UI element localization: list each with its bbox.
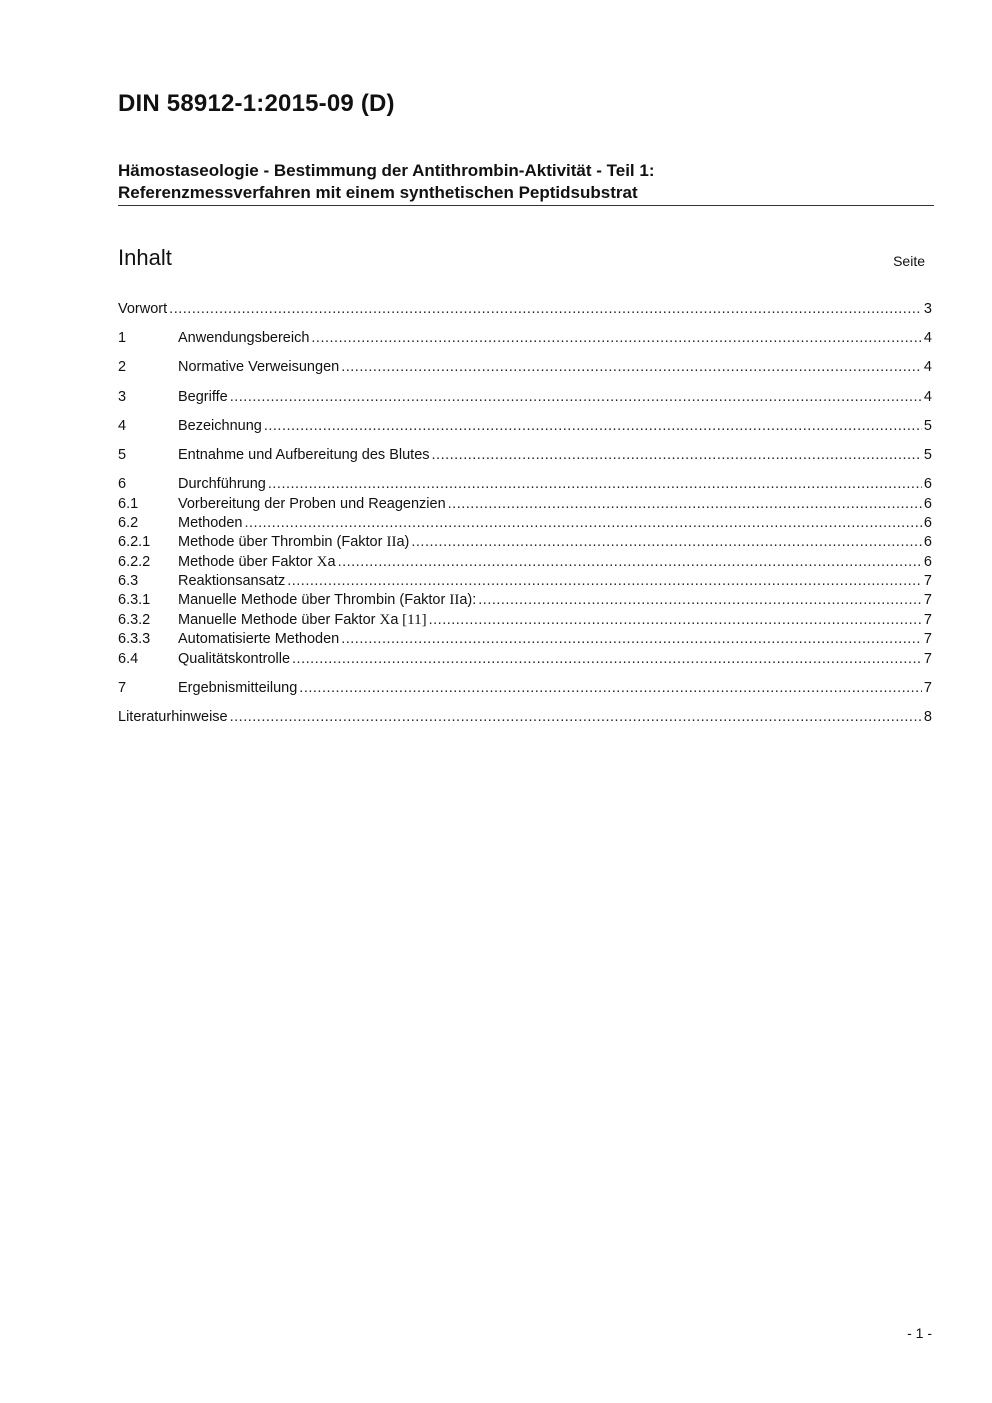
toc-entry-title-suffix: a xyxy=(327,553,336,570)
toc-entry-title-text: Methode über Faktor xyxy=(178,553,317,570)
toc-entry-page: 6 xyxy=(923,553,932,570)
toc-entry-title xyxy=(178,611,427,630)
toc-entry-number: 2 xyxy=(118,359,127,376)
toc-entry-page: 7 xyxy=(923,573,932,590)
toc-entry-6-3[interactable] xyxy=(118,572,932,591)
toc-leader-dots xyxy=(264,417,922,436)
toc-entry-6-2-1[interactable] xyxy=(118,533,932,552)
toc-entry-6-2-2[interactable] xyxy=(118,553,932,572)
toc-entry-2[interactable] xyxy=(118,358,932,377)
toc-leader-dots xyxy=(287,572,922,591)
toc-entry-number: 6.1 xyxy=(118,495,139,512)
page-number: - 1 - xyxy=(907,1325,932,1341)
toc-leader-dots xyxy=(411,533,922,552)
toc-entry-title: Begriffe xyxy=(178,388,228,405)
toc-entry-page: 4 xyxy=(923,388,932,405)
toc-entry-title xyxy=(178,553,336,572)
toc-entry-6-3-3[interactable] xyxy=(118,630,932,649)
toc-entry-vorwort[interactable] xyxy=(118,300,932,319)
toc-entry-title xyxy=(178,591,476,610)
toc-entry-7[interactable] xyxy=(118,679,932,698)
toc-entry-page: 3 xyxy=(923,301,932,317)
document-title-line-2: Referenzmessverfahren mit einem synthetischen Peptidsubstrat xyxy=(118,183,638,202)
roman-numeral-symbol: II xyxy=(449,592,460,609)
toc-entry-page: 7 xyxy=(923,592,932,609)
toc-entry-title: Literaturhinweise xyxy=(118,709,228,726)
toc-leader-dots xyxy=(299,679,922,698)
roman-numeral-symbol: X xyxy=(316,553,328,570)
toc-entry-6[interactable] xyxy=(118,475,932,494)
toc-entry-number: 7 xyxy=(118,679,127,696)
toc-entry-literaturhinweise[interactable] xyxy=(118,708,932,727)
toc-entry-title: Durchführung xyxy=(178,476,266,493)
toc-entry-page: 5 xyxy=(923,417,932,434)
toc-entry-title-suffix: a) xyxy=(396,534,410,551)
toc-leader-dots xyxy=(448,495,922,514)
document-title xyxy=(118,160,934,206)
toc-entry-title-suffix: a): xyxy=(459,592,477,609)
toc-entry-5[interactable] xyxy=(118,446,932,465)
toc-entry-title: Normative Verweisungen xyxy=(178,359,340,376)
roman-numeral-symbol: X xyxy=(379,611,391,628)
document-id: DIN 58912-1:2015-09 (D) xyxy=(118,90,395,117)
toc-entry-6-2[interactable] xyxy=(118,514,932,533)
toc-entry-number: 1 xyxy=(118,330,127,347)
toc-leader-dots xyxy=(169,300,922,319)
toc-entry-1[interactable] xyxy=(118,329,932,348)
table-of-contents xyxy=(118,300,932,727)
toc-entry-4[interactable] xyxy=(118,417,932,436)
toc-page-label: Seite xyxy=(893,253,925,269)
toc-entry-3[interactable] xyxy=(118,388,932,407)
toc-entry-page: 4 xyxy=(923,359,932,376)
toc-entry-6-1[interactable] xyxy=(118,495,932,514)
toc-leader-dots xyxy=(292,650,922,669)
toc-entry-6-3-1[interactable] xyxy=(118,591,932,610)
toc-entry-number: 4 xyxy=(118,417,127,434)
roman-numeral-symbol: II xyxy=(386,534,397,551)
toc-leader-dots xyxy=(432,446,922,465)
toc-leader-dots xyxy=(230,388,922,407)
toc-entry-title: Methoden xyxy=(178,514,243,531)
toc-entry-6-3-2[interactable] xyxy=(118,611,932,630)
toc-entry-title: Entnahme und Aufbereitung des Blutes xyxy=(178,446,430,463)
toc-entry-title: Qualitätskontrolle xyxy=(178,650,291,667)
toc-entry-title: Bezeichnung xyxy=(178,417,262,434)
toc-entry-title: Vorwort xyxy=(118,301,168,317)
toc-entry-page: 7 xyxy=(923,611,932,628)
toc-entry-number: 5 xyxy=(118,446,127,463)
toc-entry-page: 8 xyxy=(923,709,932,726)
toc-entry-page: 6 xyxy=(923,534,932,551)
toc-leader-dots xyxy=(341,358,922,377)
toc-entry-page: 7 xyxy=(923,650,932,667)
toc-entry-title: Automatisierte Methoden xyxy=(178,631,340,648)
document-title-line-1: Hämostaseologie - Bestimmung der Antithrombin-Aktivität - Teil 1: xyxy=(118,161,655,180)
toc-entry-number: 6.2.1 xyxy=(118,534,151,551)
toc-leader-dots xyxy=(245,514,922,533)
toc-entry-page: 7 xyxy=(923,631,932,648)
toc-entry-page: 7 xyxy=(923,679,932,696)
toc-entry-title: Anwendungsbereich xyxy=(178,330,310,347)
toc-leader-dots xyxy=(478,591,922,610)
reference-citation: [11] xyxy=(398,611,427,628)
toc-entry-number: 6.2.2 xyxy=(118,553,151,570)
toc-entry-number: 6.3.1 xyxy=(118,592,151,609)
toc-entry-page: 5 xyxy=(923,446,932,463)
toc-entry-title xyxy=(178,533,409,552)
toc-entry-title-text: Methode über Thrombin (Faktor xyxy=(178,534,387,551)
toc-leader-dots xyxy=(268,475,922,494)
toc-leader-dots xyxy=(338,553,922,572)
toc-entry-number: 6.3 xyxy=(118,573,139,590)
toc-entry-page: 4 xyxy=(923,330,932,347)
toc-entry-page: 6 xyxy=(923,476,932,493)
toc-entry-title: Reaktionsansatz xyxy=(178,573,286,590)
toc-entry-page: 6 xyxy=(923,514,932,531)
toc-leader-dots xyxy=(230,708,922,727)
toc-leader-dots xyxy=(429,611,922,630)
toc-entry-title-text: Manuelle Methode über Thrombin (Faktor xyxy=(178,592,450,609)
toc-entry-title-suffix: a xyxy=(390,611,399,628)
toc-entry-title-text: Manuelle Methode über Faktor xyxy=(178,611,380,628)
toc-entry-number: 6.2 xyxy=(118,514,139,531)
toc-entry-number: 6.3.3 xyxy=(118,631,151,648)
toc-leader-dots xyxy=(311,329,922,348)
toc-entry-number: 6.4 xyxy=(118,650,139,667)
toc-entry-page: 6 xyxy=(923,495,932,512)
toc-leader-dots xyxy=(341,630,922,649)
toc-entry-number: 6.3.2 xyxy=(118,611,151,628)
toc-entry-title: Vorbereitung der Proben und Reagenzien xyxy=(178,495,446,512)
toc-entry-6-4[interactable] xyxy=(118,650,932,669)
toc-entry-title: Ergebnismitteilung xyxy=(178,679,298,696)
toc-entry-number: 3 xyxy=(118,388,127,405)
toc-entry-number: 6 xyxy=(118,476,127,493)
toc-heading: Inhalt xyxy=(118,245,172,270)
